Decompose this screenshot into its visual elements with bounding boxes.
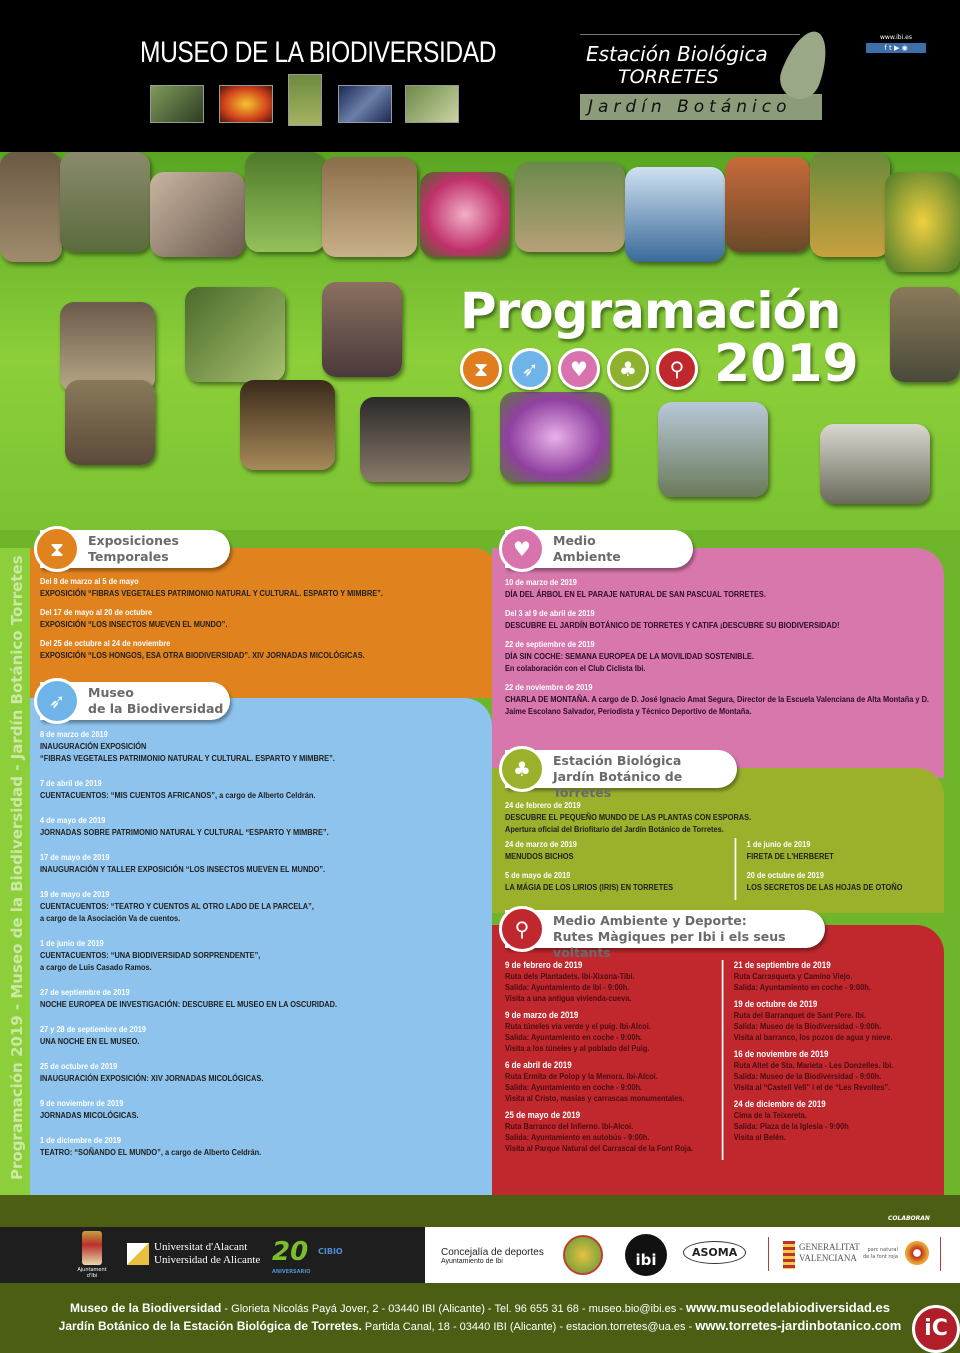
club-seal-logo — [563, 1235, 603, 1275]
medio-header — [505, 530, 693, 568]
item-text: Salida: Ayuntamiento en coche - 9:00h. — [733, 982, 871, 992]
list-item — [747, 869, 941, 893]
fontroja-logo — [863, 1247, 898, 1261]
item-text: LOS SECRETOS DE LAS HOJAS DE OTOÑO — [746, 882, 903, 892]
item-text: Salida: Museo de la Biodiversidad - 9:00h. — [733, 1071, 882, 1081]
list-item — [505, 638, 935, 674]
ajuntament-name: Ajuntament d'Ibi — [77, 1267, 107, 1279]
photo-puzzle-piece — [890, 287, 960, 382]
item-date: 16 de noviembre de 2019 — [733, 1049, 829, 1059]
item-text: EXPOSICIÓN “FIBRAS VEGETALES PATRIMONIO NATURAL Y CULTURAL. ESPARTO Y MIMBRE”. — [40, 588, 383, 598]
photo-puzzle-piece — [500, 392, 610, 482]
photo-puzzle-piece — [150, 172, 245, 257]
address-text: - Glorieta Nicolás Payá Jover, 2 - 03440 IBI (Alicante) - Tel. 96 655 31 68 - museo.bio@ibi.es - — [221, 1303, 687, 1315]
item-text: Ruta del Barranquet de Sant Pere. Ibi. — [733, 1010, 867, 1020]
list-item — [505, 869, 724, 893]
exposiciones-header — [40, 530, 230, 568]
photo-puzzle-piece — [240, 380, 335, 470]
item-date: 24 de diciembre de 2019 — [733, 1099, 826, 1109]
column-divider — [735, 838, 737, 900]
item-text: Visita a los túneles y al poblado del Puig. — [505, 1043, 650, 1053]
ic-badge-logo: iC — [912, 1305, 960, 1353]
item-date: 27 de septiembre de 2019 — [40, 987, 130, 997]
fontroja-2: de la font roja — [863, 1254, 898, 1260]
item-date: 9 de noviembre de 2019 — [40, 1098, 124, 1108]
item-text: Cima de la Teixereta. — [733, 1110, 807, 1120]
hourglass-icon: ⧗ — [34, 526, 80, 572]
program-year: 2019 — [714, 334, 859, 394]
photo-puzzle-piece — [820, 424, 930, 504]
jardin-address — [0, 1318, 960, 1333]
item-text: INAUGURACIÓN EXPOSICIÓN — [40, 741, 147, 751]
item-text: “FIBRAS VEGETALES PATRIMONIO NATURAL Y CULTURAL. ESPARTO Y MIMBRE”. — [40, 753, 335, 763]
colaboran-label: COLABORAN — [888, 1215, 930, 1222]
item-text: UNA NOCHE EN EL MUSEO. — [40, 1036, 140, 1046]
divider — [768, 1237, 769, 1271]
photo-puzzle-piece — [420, 172, 510, 257]
list-item — [40, 937, 485, 973]
section-title: Exposiciones — [88, 533, 179, 548]
deporte-right-col — [734, 960, 936, 1160]
estacion-right-col — [747, 838, 941, 900]
museo-header — [40, 682, 230, 720]
ua-name-1: Universitat d'Alacant — [154, 1241, 248, 1253]
ua-logo — [154, 1241, 260, 1267]
hummingbird-icon: ➶ — [34, 678, 80, 724]
item-text: Salida: Ayuntamiento en autobús - 9:00h. — [505, 1132, 650, 1142]
list-item — [40, 986, 485, 1010]
photo-puzzle-piece — [725, 157, 810, 252]
item-text: Visita al Belén. — [733, 1132, 786, 1142]
address-name: Jardín Botánico de la Estación Biológica de Torretes. — [58, 1319, 362, 1333]
address-text: Partida Canal, 18 - 03440 IBI (Alicante) - estacion.torretes@ua.es - — [361, 1321, 696, 1333]
estacion-columns — [505, 838, 940, 900]
item-text: Visita al Cristo, masías y carrascas monumentales. — [505, 1093, 685, 1103]
item-date: 24 de febrero de 2019 — [505, 800, 581, 810]
list-item — [40, 1134, 485, 1158]
item-text: INAUGURACIÓN EXPOSICIÓN: XIV JORNADAS MICOLÓGICAS. — [40, 1073, 264, 1083]
museo-title: MUSEO DE LA BIODIVERSIDAD — [140, 36, 497, 69]
item-text: Ruta Carrasqueta y Camino Viejo. — [733, 971, 853, 981]
list-item — [40, 1097, 485, 1121]
thumb-photo — [288, 74, 322, 126]
gva-1: GENERALITAT — [799, 1242, 860, 1252]
section-title: Estación Biológica — [553, 753, 682, 768]
thumb-photo — [405, 85, 459, 123]
address-name: Museo de la Biodiversidad — [70, 1301, 222, 1315]
item-date: 9 de marzo de 2019 — [505, 1010, 579, 1020]
photo-puzzle-piece — [322, 282, 402, 377]
ua-name-2: Universidad de Alicante — [154, 1254, 261, 1266]
gva-2: VALENCIANA — [799, 1253, 857, 1263]
header — [0, 0, 960, 152]
item-date: 1 de diciembre de 2019 — [40, 1135, 121, 1145]
gva-logo — [799, 1242, 860, 1264]
item-date: 10 de marzo de 2019 — [505, 577, 577, 587]
item-text: LA MÁGIA DE LOS LIRIOS (IRIS) EN TORRETES — [505, 882, 674, 892]
ibi-club-logo: ibi — [625, 1234, 667, 1276]
item-date: 7 de abril de 2019 — [40, 778, 102, 788]
item-date: 22 de noviembre de 2019 — [505, 682, 593, 692]
section-title: Ambiente — [553, 549, 621, 564]
cibio-20-logo: 20 — [272, 1237, 309, 1267]
vertical-caption: Programación 2019 - Museo de la Biodiversidad - Jardín Botánico Torretes — [8, 555, 26, 1180]
museo-website-link[interactable]: www.museodelabiodiversidad.es — [686, 1300, 890, 1315]
item-text: NOCHE EUROPEA DE INVESTIGACIÓN: DESCUBRE EL MUSEO EN LA OSCURIDAD. — [40, 999, 338, 1009]
asoma-logo: ASOMA — [683, 1241, 746, 1264]
list-item — [40, 777, 485, 801]
item-date: 6 de abril de 2019 — [505, 1060, 572, 1070]
section-title: de la Biodiversidad — [88, 701, 224, 716]
tree-icon: ♣ — [607, 348, 649, 390]
thumb-photo — [219, 85, 273, 123]
list-item — [505, 607, 935, 631]
item-text: Salida: Ayuntamiento de Ibi - 9:00h. — [505, 982, 630, 992]
section-title: Rutes Màgiques per Ibi i els seus voltants — [553, 929, 786, 960]
medio-list — [505, 576, 935, 724]
item-text: Ruta dels Plantadets. Ibi-Xixona-Tibi. — [505, 971, 635, 981]
list-item — [505, 1110, 711, 1154]
bird-icon — [905, 1241, 929, 1265]
exposiciones-list — [40, 575, 490, 668]
item-text: Salida: Museo de la Biodiversidad - 9:00h. — [733, 1021, 882, 1031]
item-text: Visita al Parque Natural del Carrascal de la Font Roja. — [505, 1143, 693, 1153]
deportes-logo — [441, 1247, 544, 1265]
tree-icon: ♣ — [499, 746, 545, 792]
jardin-botanico-bar: Jardín Botánico — [580, 94, 822, 120]
cibio-label: CIBIO — [318, 1247, 343, 1256]
item-date: 9 de febrero de 2019 — [505, 960, 583, 970]
list-item — [505, 1010, 711, 1054]
gva-emblem-icon — [783, 1241, 795, 1269]
photo-puzzle-piece — [360, 397, 470, 482]
photo-puzzle-piece — [245, 152, 325, 252]
divider — [940, 1237, 941, 1271]
item-text: Ruta Altet de Sta. Marieta - Les Donzelles. Ibi. — [733, 1060, 894, 1070]
item-date: 1 de junio de 2019 — [746, 839, 811, 849]
list-item — [734, 999, 936, 1043]
item-date: 8 de marzo de 2019 — [40, 729, 108, 739]
list-item — [747, 838, 941, 862]
photo-puzzle-piece — [810, 152, 890, 257]
list-item — [40, 1060, 485, 1084]
list-item — [40, 728, 485, 764]
section-title: Museo — [88, 685, 134, 700]
photo-puzzle-piece — [658, 402, 768, 497]
item-text: DÍA SIN COCHE: SEMANA EUROPEA DE LA MOVILIDAD SOSTENIBLE. — [505, 651, 754, 661]
item-text: MENUDOS BICHOS — [505, 851, 574, 861]
item-date: 21 de septiembre de 2019 — [733, 960, 831, 970]
ajuntament-logo — [72, 1231, 112, 1279]
hiker-icon: ⚲ — [499, 906, 545, 952]
coat-of-arms-icon — [82, 1231, 102, 1265]
program-title: Programación — [460, 282, 841, 340]
item-text: Ruta Ermita de Polop y la Menora. Ibi-Alcoi. — [505, 1071, 658, 1081]
list-item — [505, 576, 935, 600]
item-date: 19 de octubre de 2019 — [733, 999, 818, 1009]
item-date: 1 de junio de 2019 — [40, 938, 104, 948]
deportes-name: Concejalía de deportes — [441, 1247, 544, 1258]
photo-puzzle-piece — [515, 162, 625, 252]
item-text: Ruta Barranco del Infierno. Ibi-Alcoi. — [505, 1121, 634, 1131]
web-link[interactable]: www.ibi.es — [880, 34, 912, 41]
ua-logo-icon — [127, 1243, 149, 1265]
item-date: 27 y 28 de septiembre de 2019 — [40, 1024, 146, 1034]
item-date: 24 de marzo de 2019 — [505, 839, 577, 849]
hourglass-icon: ⧗ — [460, 348, 502, 390]
item-text: Apertura oficial del Briofitario del Jardín Botánico de Torretes. — [505, 824, 724, 834]
list-item — [40, 1023, 485, 1047]
item-text: Salida: Plaza de la Iglesia - 9:00h — [733, 1121, 849, 1131]
item-text: Salida: Ayuntamiento en coche - 9:00h. — [505, 1032, 643, 1042]
hiker-icon: ⚲ — [656, 348, 698, 390]
list-item — [40, 637, 490, 661]
photo-puzzle-piece — [0, 152, 62, 262]
deporte-header — [505, 910, 825, 960]
item-text: EXPOSICIÓN “LOS INSECTOS MUEVEN EL MUNDO”. — [40, 619, 228, 629]
list-item — [40, 575, 490, 599]
item-text: Visita a una antigua vivienda-cueva. — [505, 993, 632, 1003]
item-text: a cargo de la Asociación Va de cuentos. — [40, 913, 181, 923]
photo-puzzle-piece — [885, 172, 960, 272]
fontroja-1: parc natural — [867, 1247, 898, 1253]
item-text: En colaboración con el Club Ciclista Ibi. — [505, 663, 646, 673]
item-date: 25 de octubre de 2019 — [40, 1061, 118, 1071]
item-text: TEATRO: “SOÑANDO EL MUNDO”, a cargo de Alberto Celdrán. — [40, 1147, 262, 1157]
item-date: 20 de octubre de 2019 — [746, 870, 824, 880]
logos-strip-dark — [0, 1227, 425, 1283]
photo-puzzle-piece — [65, 380, 155, 465]
photo-puzzle-piece — [322, 157, 417, 257]
item-text: FIRETA DE L'HERBERET — [746, 851, 834, 861]
item-text: CUENTACUENTOS: “MIS CUENTOS AFRICANOS”, a cargo de Alberto Celdrán. — [40, 790, 316, 800]
estacion-header — [505, 750, 737, 800]
item-date: Del 17 de mayo al 20 de octubre — [40, 607, 153, 617]
photo-puzzle-piece — [60, 302, 155, 392]
logos-strip-light — [425, 1227, 960, 1283]
photo-puzzle-piece — [185, 287, 285, 382]
item-date: Del 8 de marzo al 5 de mayo — [40, 576, 139, 586]
list-item — [505, 838, 724, 862]
museo-address — [0, 1300, 960, 1315]
estacion-line1: Estación Biológica — [586, 42, 768, 66]
estacion-line2: TORRETES — [618, 66, 719, 88]
aniversario-label: ANIVERSARIO — [272, 1269, 311, 1275]
item-text: JORNADAS SOBRE PATRIMONIO NATURAL Y CULTURAL “ESPARTO Y MIMBRE”. — [40, 827, 329, 837]
deporte-left-col — [505, 960, 711, 1160]
list-item — [734, 960, 936, 993]
photo-puzzle-piece — [60, 152, 150, 252]
item-text: EXPOSICIÓN “LOS HONGOS, ESA OTRA BIODIVERSIDAD”. XIV JORNADAS MICOLÓGICAS. — [40, 650, 365, 660]
list-item — [734, 1099, 936, 1143]
item-text: DÍA DEL ÁRBOL EN EL PARAJE NATURAL DE SAN PASCUAL TORRETES. — [505, 589, 766, 599]
social-links[interactable] — [866, 34, 926, 53]
list-item — [505, 960, 711, 1004]
jardin-website-link[interactable]: www.torretes-jardinbotanico.com — [695, 1318, 902, 1333]
item-text: CUENTACUENTOS: “TEATRO Y CUENTOS AL OTRO LADO DE LA PARCELA”, — [40, 901, 314, 911]
item-date: Del 3 al 9 de abril de 2019 — [505, 608, 595, 618]
item-text: DESCUBRE EL JARDÍN BOTÁNICO DE TORRETES Y CATIFA ¡DESCUBRE SU BIODIVERSIDAD! — [505, 620, 840, 630]
item-date: 4 de mayo de 2019 — [40, 815, 106, 825]
item-date: 19 de mayo de 2019 — [40, 889, 110, 899]
item-date: 17 de mayo de 2019 — [40, 852, 110, 862]
item-text: Ruta túneles vía verde y el puig. Ibi-Alcoi. — [505, 1021, 651, 1031]
list-item — [40, 888, 485, 924]
list-item — [40, 606, 490, 630]
deportes-sub: Ayuntamiento de Ibi — [441, 1258, 503, 1265]
item-text: CHARLA DE MONTAÑA. A cargo de D. José Ignacio Amat Segura, Director de la Escuela Valenciana de Alta Montaña y D. Jaime Escolano Salvador, Periodista y Técnico Deportivo de Montaña. — [505, 694, 929, 716]
list-item — [734, 1049, 936, 1093]
item-text: INAUGURACIÓN Y TALLER EXPOSICIÓN “LOS INSECTOS MUEVEN EL MUNDO”. — [40, 864, 326, 874]
estacion-left-col — [505, 838, 724, 900]
thumb-photo — [150, 85, 204, 123]
item-date: 22 de septiembre de 2019 — [505, 639, 595, 649]
section-title: Medio Ambiente y Deporte: — [553, 913, 747, 928]
item-date: 5 de mayo de 2019 — [505, 870, 571, 880]
item-text: Visita al barranco, los pozos de agua y nieve. — [733, 1032, 893, 1042]
social-icons[interactable]: f t ▶ ◉ — [866, 43, 926, 53]
item-text: a cargo de Luis Casado Ramos. — [40, 962, 152, 972]
list-item — [40, 851, 485, 875]
item-text: JORNADAS MICOLÓGICAS. — [40, 1110, 139, 1120]
item-date: Del 25 de octubre al 24 de noviembre — [40, 638, 171, 648]
list-item — [505, 681, 935, 717]
item-text: CUENTACUENTOS: “UNA BIODIVERSIDAD SORPRENDENTE”, — [40, 950, 261, 960]
list-item — [40, 814, 485, 838]
section-title: Temporales — [88, 549, 169, 564]
list-item — [505, 1060, 711, 1104]
museo-list — [40, 728, 485, 1171]
deporte-columns — [505, 960, 936, 1160]
column-divider — [722, 960, 724, 1160]
section-title: Medio — [553, 533, 596, 548]
item-text: Salida: Ayuntamiento en coche - 9:00h. — [505, 1082, 643, 1092]
hands-globe-icon: ♥ — [558, 348, 600, 390]
photo-puzzle-piece — [625, 167, 725, 262]
thumb-photo — [338, 85, 392, 123]
item-date: 25 de mayo de 2019 — [505, 1110, 581, 1120]
estacion-lead — [505, 799, 935, 835]
item-text: DESCUBRE EL PEQUEÑO MUNDO DE LAS PLANTAS CON ESPORAS. — [505, 812, 752, 822]
hands-globe-icon: ♥ — [499, 526, 545, 572]
hummingbird-icon: ➶ — [509, 348, 551, 390]
item-text: Visita al “Castell Vell” i el de “Les Revoltes”. — [733, 1082, 891, 1092]
section-title: Jardín Botánico de Torretes — [553, 769, 683, 800]
